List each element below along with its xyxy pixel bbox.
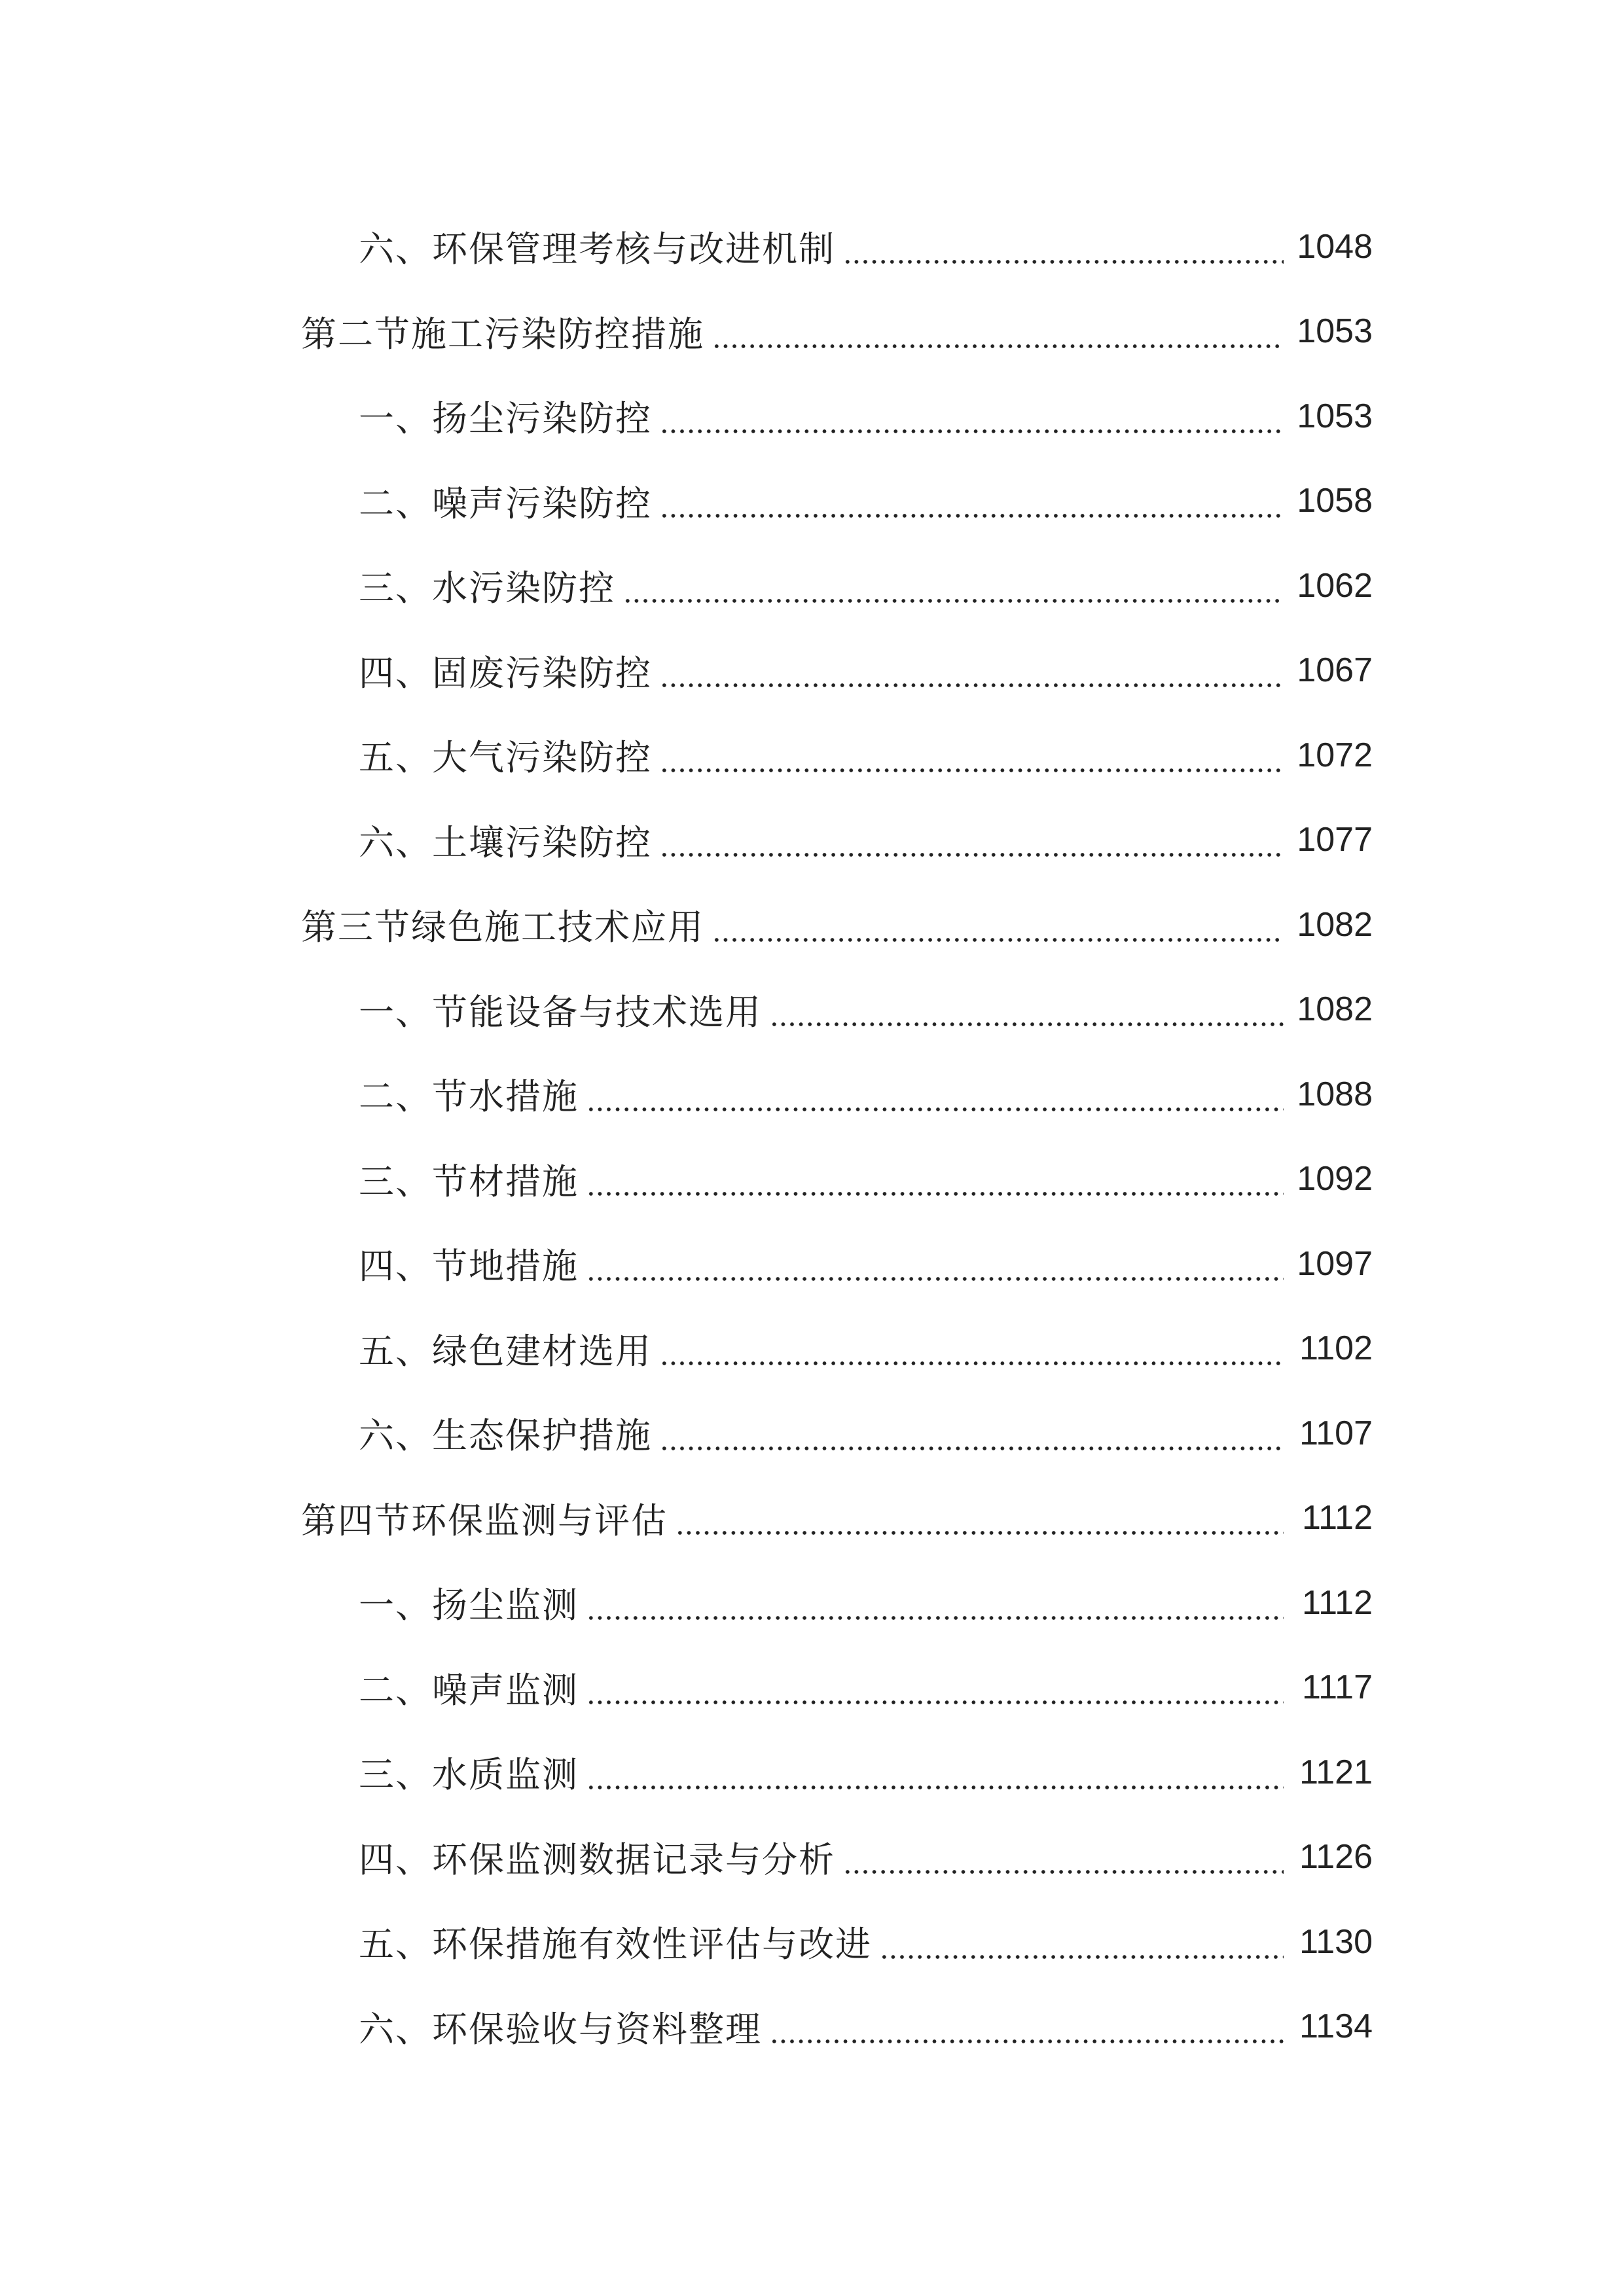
toc-dot-leader <box>712 907 1284 942</box>
toc-entry-title: 第三节绿色施工技术应用 <box>301 906 704 948</box>
toc-entry-title: 五、大气污染防控 <box>359 737 652 779</box>
toc-dot-leader <box>660 738 1284 773</box>
toc-dot-leader <box>660 483 1284 518</box>
toc-dot-leader <box>586 1246 1284 1282</box>
toc-entry-page-number: 1112 <box>1302 1583 1373 1622</box>
toc-dot-leader <box>586 1077 1284 1112</box>
table-of-contents <box>0 204 1624 2069</box>
toc-entry-page-number: 1134 <box>1299 2007 1373 2046</box>
toc-subsection-entry[interactable] <box>0 374 1624 459</box>
toc-entry-page-number: 1097 <box>1297 1244 1373 1283</box>
toc-entry-title: 四、固废污染防控 <box>359 652 652 694</box>
toc-subsection-entry[interactable] <box>0 628 1624 713</box>
toc-subsection-entry[interactable] <box>0 1815 1624 1900</box>
toc-entry-page-number: 1102 <box>1299 1329 1373 1368</box>
toc-subsection-entry[interactable] <box>0 1306 1624 1391</box>
toc-entry-page-number: 1058 <box>1297 482 1373 520</box>
toc-entry-title: 二、噪声监测 <box>359 1669 579 1711</box>
toc-entry-page-number: 1107 <box>1299 1414 1373 1452</box>
toc-subsection-entry[interactable] <box>0 1899 1624 1984</box>
toc-entry-title: 二、噪声污染防控 <box>359 482 652 524</box>
toc-subsection-entry[interactable] <box>0 1645 1624 1731</box>
toc-entry-title: 五、绿色建材选用 <box>359 1330 652 1372</box>
toc-entry-title: 一、扬尘污染防控 <box>359 398 652 440</box>
toc-subsection-entry[interactable] <box>0 713 1624 798</box>
toc-entry-page-number: 1048 <box>1297 227 1373 266</box>
toc-subsection-entry[interactable] <box>0 798 1624 883</box>
toc-dot-leader <box>843 229 1284 264</box>
toc-dot-leader <box>586 1585 1284 1621</box>
toc-entry-title: 一、扬尘监测 <box>359 1585 579 1626</box>
toc-entry-title: 六、土壤污染防控 <box>359 821 652 863</box>
toc-entry-title: 一、节能设备与技术选用 <box>359 991 762 1033</box>
toc-entry-page-number: 1082 <box>1297 990 1373 1029</box>
toc-subsection-entry[interactable] <box>0 967 1624 1052</box>
toc-dot-leader <box>880 1924 1284 1960</box>
toc-entry-page-number: 1112 <box>1302 1499 1373 1537</box>
toc-dot-leader <box>843 1839 1284 1874</box>
toc-subsection-entry[interactable] <box>0 1560 1624 1645</box>
toc-entry-page-number: 1126 <box>1299 1838 1373 1876</box>
toc-dot-leader <box>586 1670 1284 1705</box>
toc-entry-page-number: 1067 <box>1297 651 1373 690</box>
toc-dot-leader <box>660 1416 1284 1451</box>
toc-entry-page-number: 1088 <box>1297 1075 1373 1113</box>
toc-subsection-entry[interactable] <box>0 1137 1624 1222</box>
toc-subsection-entry[interactable] <box>0 1052 1624 1137</box>
toc-entry-title: 三、水质监测 <box>359 1754 579 1796</box>
toc-entry-title: 五、环保措施有效性评估与改进 <box>359 1924 872 1965</box>
toc-entry-title: 六、环保验收与资料整理 <box>359 2008 762 2050</box>
toc-entry-title: 六、环保管理考核与改进机制 <box>359 228 835 270</box>
toc-entry-title: 六、生态保护措施 <box>359 1415 652 1457</box>
toc-dot-leader <box>660 1331 1284 1366</box>
toc-entry-page-number: 1077 <box>1297 821 1373 859</box>
toc-entry-page-number: 1053 <box>1297 312 1373 351</box>
toc-entry-page-number: 1117 <box>1302 1668 1373 1707</box>
toc-entry-title: 四、节地措施 <box>359 1246 579 1287</box>
toc-dot-leader <box>770 992 1284 1027</box>
toc-dot-leader <box>623 568 1284 603</box>
toc-subsection-entry[interactable] <box>0 1730 1624 1815</box>
toc-entry-page-number: 1072 <box>1297 736 1373 774</box>
toc-dot-leader <box>586 1755 1284 1790</box>
toc-section-entry[interactable] <box>0 289 1624 374</box>
toc-dot-leader <box>660 822 1284 857</box>
toc-subsection-entry[interactable] <box>0 204 1624 289</box>
toc-dot-leader <box>712 314 1284 349</box>
toc-dot-leader <box>586 1161 1284 1196</box>
toc-entry-title: 第四节环保监测与评估 <box>301 1499 668 1541</box>
toc-entry-title: 三、水污染防控 <box>359 567 615 609</box>
toc-dot-leader <box>770 2009 1284 2044</box>
toc-entry-page-number: 1062 <box>1297 566 1373 605</box>
toc-subsection-entry[interactable] <box>0 543 1624 628</box>
toc-entry-page-number: 1053 <box>1297 397 1373 435</box>
toc-entry-title: 二、节水措施 <box>359 1076 579 1118</box>
toc-dot-leader <box>660 399 1284 434</box>
toc-entry-page-number: 1092 <box>1297 1160 1373 1198</box>
toc-entry-title: 四、环保监测数据记录与分析 <box>359 1839 835 1880</box>
toc-section-entry[interactable] <box>0 882 1624 967</box>
toc-subsection-entry[interactable] <box>0 1984 1624 2070</box>
toc-subsection-entry[interactable] <box>0 1391 1624 1476</box>
toc-dot-leader <box>676 1500 1284 1535</box>
toc-subsection-entry[interactable] <box>0 1221 1624 1306</box>
toc-subsection-entry[interactable] <box>0 459 1624 544</box>
toc-dot-leader <box>660 653 1284 688</box>
toc-entry-title: 第二节施工污染防控措施 <box>301 313 704 355</box>
toc-section-entry[interactable] <box>0 1476 1624 1561</box>
toc-entry-page-number: 1130 <box>1299 1922 1373 1961</box>
toc-entry-title: 三、节材措施 <box>359 1160 579 1202</box>
toc-entry-page-number: 1121 <box>1299 1753 1373 1791</box>
toc-entry-page-number: 1082 <box>1297 905 1373 944</box>
